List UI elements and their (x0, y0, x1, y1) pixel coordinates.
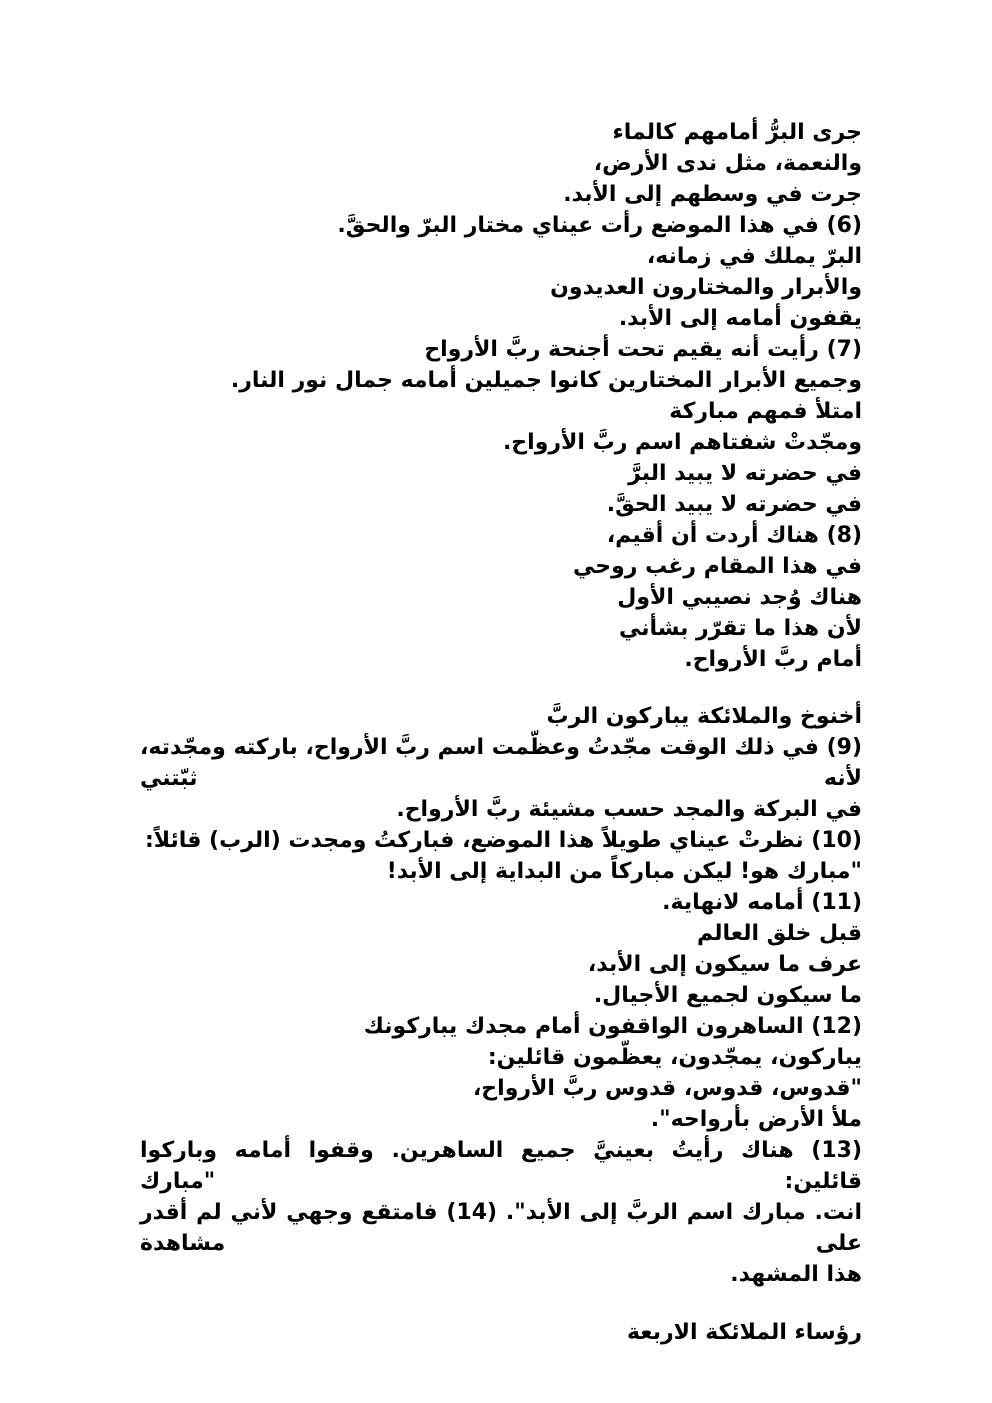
verse-line: في حضرته لا يبيد الحقَّ. (606, 492, 862, 517)
verse-line: (9) في ذلك الوقت مجّدتُ وعظّمت اسم ربَّ الأرواح، باركته ومجّدته، لأنه ثبّتني (140, 735, 862, 791)
verse-line: أمام ربَّ الأرواح. (684, 647, 862, 672)
verse-line: يباركون، يمجّدون، يعظّمون قائلين: (487, 1045, 862, 1070)
verse-line: البرّ يملك في زمانه، (646, 244, 862, 269)
verse-line: في البركة والمجد حسب مشيئة ربَّ الأرواح. (396, 797, 862, 822)
verse-line: في هذا المقام رغب روحي (572, 554, 862, 579)
verse-line: امتلأ فمهم مباركة (669, 399, 862, 424)
verse-line: في حضرته لا يبيد البرَّ (628, 461, 862, 486)
verse-line: ومجّدتْ شفتاهم اسم ربَّ الأرواح. (502, 430, 862, 455)
blank-line (140, 1290, 862, 1317)
verse-line: هذا المشهد. (730, 1262, 862, 1287)
verse-line: "مبارك هو! ليكن مباركاً من البداية إلى الأبد! (386, 859, 862, 884)
verse-line: انت. مبارك اسم الربَّ إلى الأبد". (14) فامتقع وجهي لأني لم أقدر على مشاهدة (140, 1200, 862, 1256)
verse-line: "قدوس، قدوس، قدوس ربَّ الأرواح، (472, 1076, 862, 1101)
verse-line: والأبرار والمختارون العديدون (550, 275, 862, 300)
verse-line: (12) الساهرون الواقفون أمام مجدك يباركونك (363, 1014, 862, 1039)
verse-line: وجميع الأبرار المختارين كانوا جميلين أمامه جمال نور النار. (230, 368, 862, 393)
verse-line: جرى البرُّ أمامهم كالماء (612, 120, 862, 145)
verse-line: عرف ما سيكون إلى الأبد، (587, 952, 862, 977)
verse-line: (7) رأيت أنه يقيم تحت أجنحة ربَّ الأرواح (424, 337, 862, 362)
blank-line (140, 675, 862, 701)
verse-line: جرت في وسطهم إلى الأبد. (563, 182, 862, 207)
verse-line: (13) هناك رأيتُ بعينيَّ جميع الساهرين. وقفوا أمامه وباركوا قائلين: "مبارك (140, 1138, 862, 1194)
verse-line: هناك وُجد نصيبي الأول (617, 585, 862, 610)
arabic-text-block (140, 117, 862, 1348)
section-heading: أخنوخ والملائكة يباركون الربَّ (546, 704, 862, 729)
verse-line: والنعمة، مثل ندى الأرض، (593, 151, 862, 176)
verse-line: (8) هناك أردت أن أقيم، (606, 523, 862, 548)
verse-line: ما سيكون لجميع الأجيال. (593, 983, 862, 1008)
verse-line: لأن هذا ما تقرّر بشأني (618, 616, 862, 641)
verse-line: (11) أمامه لانهاية. (662, 890, 862, 915)
section-heading: رؤساء الملائكة الاربعة (626, 1320, 862, 1345)
verse-line: يقفون أمامه إلى الأبد. (618, 306, 862, 331)
verse-line: (6) في هذا الموضع رأت عيناي مختار البرّ والحقَّ. (337, 213, 862, 238)
verse-line: قبل خلق العالم (697, 921, 862, 946)
verse-line: ملأ الأرض بأرواحه". (650, 1107, 862, 1132)
verse-line: (10) نظرتْ عيناي طويلاً هذا الموضع، فباركتُ ومجدت (الرب) قائلاً: (144, 828, 862, 853)
